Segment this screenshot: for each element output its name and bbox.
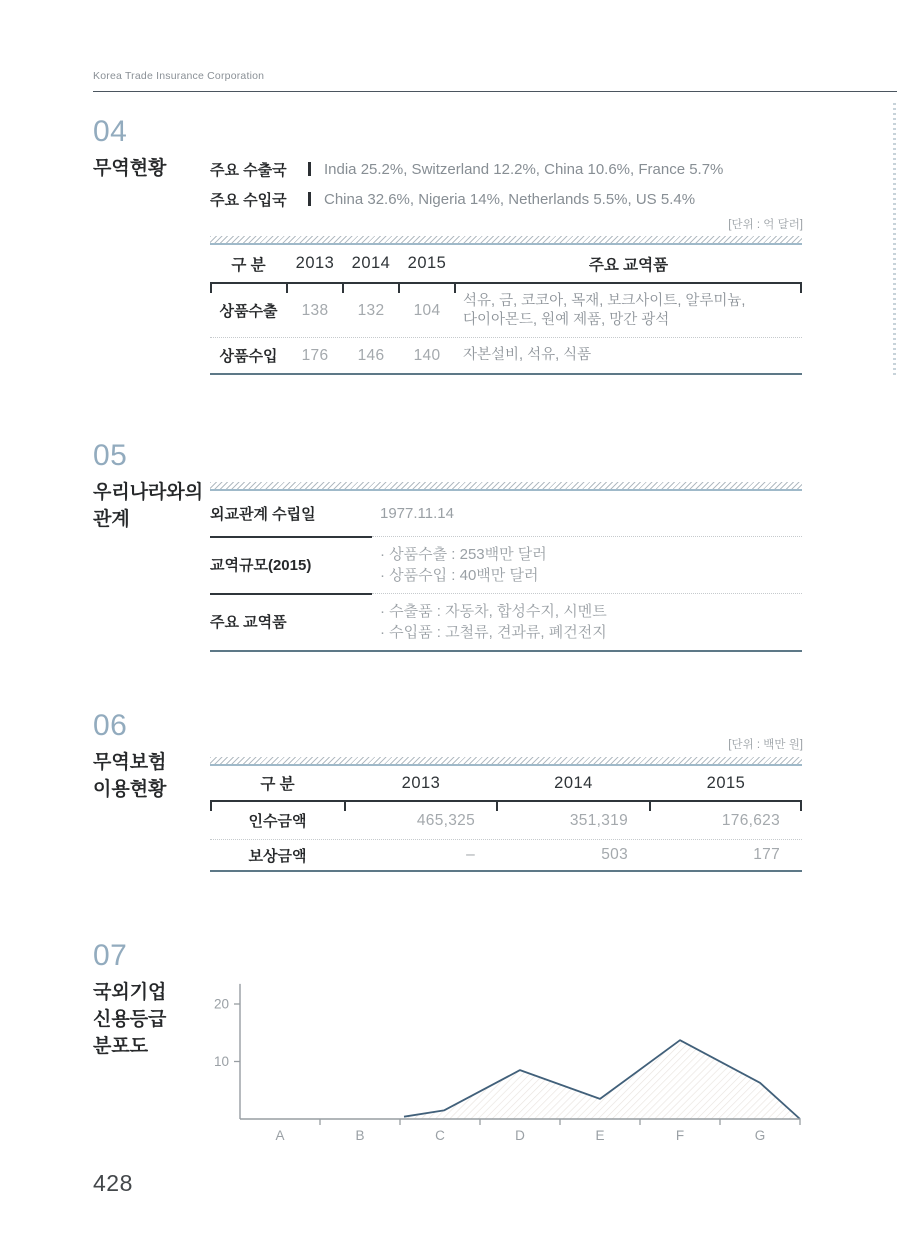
cell-2014: 132 <box>357 301 385 319</box>
title-line-3: 분포도 <box>93 1036 149 1057</box>
row-trade-volume <box>210 536 802 593</box>
table-row-exports <box>210 284 802 337</box>
table-row-underwritten <box>210 802 802 839</box>
goods-line-1: 석유, 금, 코코아, 목재, 보크사이트, 알루미늄, <box>463 292 746 309</box>
value-line-1: · 상품수출 : 253백만 달러 <box>380 545 547 563</box>
cell-goods: 자본설비, 석유, 식품 <box>463 347 592 363</box>
section-05-number: 05 <box>93 439 128 472</box>
korea-relations-table <box>210 482 802 652</box>
cell-2013: 176 <box>301 346 329 364</box>
row-value <box>372 601 802 643</box>
row-label: 보상금액 <box>248 847 307 865</box>
export-countries-value: India 25.2%, Switzerland 12.2%, China 10.6%, France 5.7% <box>324 160 724 178</box>
value-line-1: · 수출품 : 자동차, 합성수지, 시멘트 <box>380 602 607 620</box>
cell-2013: – <box>466 846 475 863</box>
import-countries-label: 주요 수입국 <box>210 191 287 209</box>
svg-text:C: C <box>435 1128 445 1143</box>
header-2014: 2014 <box>554 773 593 792</box>
cell-2013: 465,325 <box>416 811 475 829</box>
svg-text:F: F <box>675 1128 685 1143</box>
header-2015: 2015 <box>407 254 447 272</box>
header-2015: 2015 <box>706 773 746 792</box>
header-2013: 2013 <box>295 254 335 272</box>
insurance-usage-table <box>210 757 802 872</box>
cell-2015: 177 <box>753 846 780 863</box>
section-06-heading <box>93 710 166 803</box>
trade-table-unit: [단위 : 억 달러] <box>728 219 803 231</box>
cell-2014: 146 <box>357 346 385 364</box>
goods-line-2: 다이아몬드, 원예 제품, 망간 광석 <box>463 311 670 328</box>
section-06-number: 06 <box>93 709 128 742</box>
insurance-table-unit: [단위 : 백만 원] <box>728 739 803 751</box>
title-line-1: 국외기업 <box>93 982 167 1003</box>
section-04-title: 무역현황 <box>93 158 167 179</box>
row-diplomatic-date <box>210 491 802 536</box>
svg-text:G: G <box>754 1128 766 1143</box>
credit-rating-chart-svg <box>190 975 830 1150</box>
page-number: 428 <box>93 1170 133 1196</box>
cell-goods <box>455 292 802 330</box>
import-countries-row <box>210 188 695 210</box>
insurance-table-header-row <box>210 766 802 800</box>
cell-2013: 138 <box>301 301 329 319</box>
credit-rating-chart <box>190 975 830 1150</box>
table-top-hatch-band <box>210 757 802 766</box>
row-value: 1977.11.14 <box>380 505 454 522</box>
cell-2014: 351,319 <box>569 811 628 829</box>
table-top-hatch-band <box>210 236 802 245</box>
section-05-heading <box>93 440 203 533</box>
table-row-compensation <box>210 840 802 870</box>
table-bottom-rule <box>210 870 802 872</box>
section-07-heading <box>93 940 166 1060</box>
export-countries-row <box>210 158 723 180</box>
svg-text:20: 20 <box>213 996 229 1012</box>
cell-2014: 503 <box>601 846 628 863</box>
header-gubun: 구 분 <box>231 256 266 274</box>
section-04-number: 04 <box>93 115 128 148</box>
section-06-title <box>93 749 166 803</box>
row-label: 외교관계 수립일 <box>210 506 316 523</box>
table-row-imports <box>210 338 802 373</box>
header-main-goods: 주요 교역품 <box>588 256 669 274</box>
row-value <box>372 544 802 586</box>
row-main-goods <box>210 593 802 650</box>
header-2013: 2013 <box>401 773 441 792</box>
import-countries-value: China 32.6%, Nigeria 14%, Netherlands 5.5%, US 5.4% <box>324 190 696 208</box>
section-05-title <box>93 479 203 533</box>
title-line-2: 관계 <box>93 509 130 530</box>
header-gubun: 구 분 <box>260 776 295 793</box>
row-label: 주요 교역품 <box>210 614 287 631</box>
trade-table-header-row <box>210 245 802 282</box>
page-edge-hatch <box>893 103 896 375</box>
separator-bar-icon <box>308 162 311 176</box>
value-line-2: · 상품수입 : 40백만 달러 <box>380 566 539 584</box>
title-line-1: 우리나라와의 <box>93 482 204 503</box>
separator-bar-icon <box>308 192 311 206</box>
svg-text:D: D <box>515 1128 525 1143</box>
table-top-hatch-band <box>210 482 802 491</box>
title-line-2: 신용등급 <box>93 1009 167 1030</box>
title-line-2: 이용현황 <box>93 779 167 800</box>
cell-2015: 140 <box>413 346 441 364</box>
section-04-heading <box>93 116 166 182</box>
masthead-text: Korea Trade Insurance Corporation <box>93 70 265 82</box>
value-line-2: · 수입품 : 고철류, 견과류, 폐건전지 <box>380 623 607 641</box>
table-bottom-rule <box>210 373 802 375</box>
masthead-rule <box>93 91 897 92</box>
cell-2015: 104 <box>413 301 441 319</box>
export-countries-label: 주요 수출국 <box>210 161 287 179</box>
row-label: 상품수출 <box>219 303 278 320</box>
section-07-number: 07 <box>93 939 128 972</box>
row-label: 인수금액 <box>248 813 307 830</box>
section-07-title <box>93 979 166 1060</box>
svg-text:A: A <box>275 1128 285 1143</box>
table-bottom-rule <box>210 650 802 652</box>
cell-2015: 176,623 <box>721 811 780 829</box>
svg-text:E: E <box>595 1128 605 1143</box>
trade-status-table <box>210 236 802 375</box>
header-2014: 2014 <box>351 254 391 272</box>
svg-text:10: 10 <box>213 1054 229 1069</box>
row-label: 교역규모(2015) <box>210 557 312 574</box>
row-label: 상품수입 <box>219 348 278 365</box>
svg-text:B: B <box>355 1128 365 1143</box>
title-line-1: 무역보험 <box>93 752 167 773</box>
